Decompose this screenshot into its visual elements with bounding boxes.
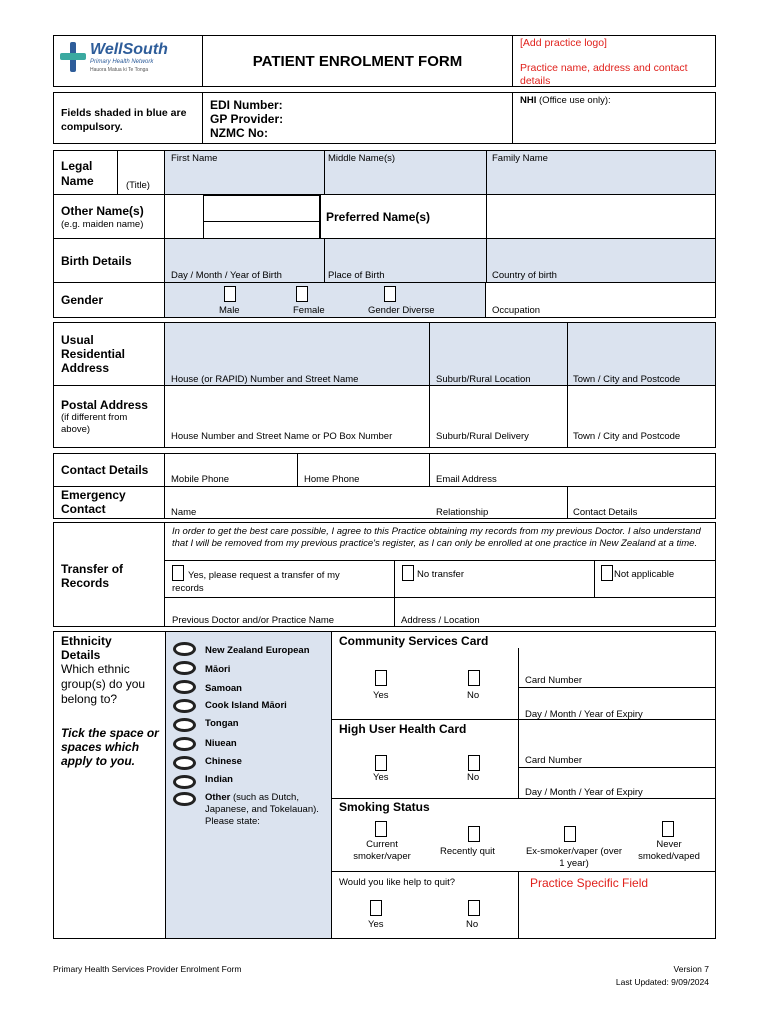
transfer-no-checkbox[interactable]: [402, 565, 414, 581]
mobile-phone-label: Mobile Phone: [171, 474, 230, 485]
header-title-box: [202, 35, 513, 87]
smoking-ex-label: Ex-smoker/vaper (over 1 year): [525, 846, 623, 869]
other-name-field-1[interactable]: [203, 195, 320, 222]
birth-details-label: Birth Details: [61, 254, 132, 268]
ethnicity-option-label: Niuean: [205, 738, 237, 749]
postal-town-label: Town / City and Postcode: [573, 431, 681, 442]
usual-address-label: Usual Residential Address: [61, 333, 126, 375]
huhc-section: [331, 719, 716, 799]
gender-diverse-checkbox[interactable]: [384, 286, 396, 302]
other-names-sub: (e.g. maiden name): [61, 219, 144, 230]
ethnicity-option-label: New Zealand European: [205, 645, 310, 656]
gp-provider-label: GP Provider:: [210, 112, 284, 126]
csc-title: Community Services Card: [339, 634, 489, 648]
smoking-section: [331, 798, 716, 939]
ethnicity-niuean-option[interactable]: [173, 737, 196, 751]
postal-address-label: Postal Address: [61, 398, 148, 412]
practice-specific-field: Practice Specific Field: [530, 876, 649, 890]
ethnicity-nz-european-option[interactable]: [173, 642, 196, 656]
footer-version: Version 7: [673, 964, 709, 974]
ethnicity-other-option[interactable]: [173, 792, 196, 806]
previous-address-label: Address / Location: [401, 615, 480, 626]
home-phone-label: Home Phone: [304, 474, 360, 485]
csc-yes-checkbox[interactable]: [375, 670, 387, 686]
compulsory-note: Fields shaded in blue are compulsory.: [61, 107, 187, 133]
gender-options: [164, 283, 486, 317]
ethnicity-section: [53, 631, 332, 939]
contact-row: [53, 453, 716, 487]
female-label: Female: [293, 305, 325, 316]
ethnicity-option-label: Chinese: [205, 756, 242, 767]
transfer-yes-label: Yes, please request a transfer of my records: [172, 570, 340, 594]
huhc-no-checkbox[interactable]: [468, 755, 480, 771]
huhc-title: High User Health Card: [339, 722, 467, 736]
first-name-label: First Name: [171, 153, 218, 164]
huhc-no-label: No: [467, 772, 480, 783]
contact-details-label: Contact Details: [61, 463, 149, 477]
emergency-name-label: Name: [171, 507, 197, 518]
family-name-label: Family Name: [492, 153, 548, 164]
ethnicity-other-label: Other (such as Dutch, Japanese, and Tokelauan). Please state:: [205, 792, 319, 827]
transfer-label: Transfer of Records: [61, 562, 124, 590]
ethnicity-instruction: Tick the space or spaces which apply to you.: [61, 726, 159, 768]
smoking-recent-label: Recently quit: [440, 846, 495, 857]
postal-address-row: [53, 385, 716, 448]
usual-address-row: [53, 322, 716, 386]
ethnicity-samoan-option[interactable]: [173, 680, 196, 694]
logo-sub: Primary Health Network: [90, 59, 154, 65]
smoking-current-checkbox[interactable]: [375, 821, 387, 837]
csc-yes-label: Yes: [373, 690, 389, 701]
ethnicity-option-label: Māori: [205, 664, 231, 675]
middle-name-label: Middle Name(s): [328, 153, 396, 164]
transfer-no-label: No transfer: [417, 569, 464, 580]
emergency-contact-details-label: Contact Details: [573, 507, 638, 518]
postal-house-label: House Number and Street Name or PO Box Number: [171, 431, 393, 442]
place-of-birth-label: Place of Birth: [328, 270, 385, 281]
practice-logo-placeholder: [Add practice logo]: [520, 37, 607, 49]
footer-form-name: Primary Health Services Provider Enrolment Form: [53, 964, 242, 974]
csc-card-number-label: Card Number: [525, 675, 583, 686]
gender-female-checkbox[interactable]: [296, 286, 308, 302]
csc-no-label: No: [467, 690, 480, 701]
csc-no-checkbox[interactable]: [468, 670, 480, 686]
ethnicity-cook-island-option[interactable]: [173, 699, 196, 713]
huhc-expiry-label: Day / Month / Year of Expiry: [525, 787, 643, 798]
transfer-consent-text: In order to get the best care possible, I agree to this Practice obtaining my records from my previous Doctor. I also understand that I will be removed from my previous practice's register, as I can only be enrolled at one practice in New Zealand at a time.: [172, 526, 701, 549]
legal-name-label: Legal Name: [61, 159, 94, 188]
postal-address-sub: (if different from above): [61, 412, 128, 435]
edi-number-label: EDI Number:: [210, 98, 283, 112]
wellsouth-logo-icon: [60, 42, 86, 72]
huhc-yes-checkbox[interactable]: [375, 755, 387, 771]
smoking-recent-checkbox[interactable]: [468, 826, 480, 842]
other-names-label: Other Name(s): [61, 204, 144, 218]
huhc-card-number-label: Card Number: [525, 755, 583, 766]
csc-expiry-label: Day / Month / Year of Expiry: [525, 709, 643, 720]
gender-diverse-label: Gender Diverse: [368, 305, 435, 316]
nhi-box: [512, 92, 716, 144]
huhc-yes-label: Yes: [373, 772, 389, 783]
ethnicity-option-label: Tongan: [205, 718, 239, 729]
transfer-row: [53, 522, 716, 627]
first-name-field[interactable]: [164, 151, 715, 194]
quit-help-no-label: No: [466, 919, 479, 930]
smoking-current-label: Current smoker/vaper: [353, 839, 411, 862]
ethnicity-option-label: Samoan: [205, 683, 242, 694]
legal-name-row: [53, 150, 716, 195]
preferred-name-field[interactable]: [487, 195, 715, 238]
ethnicity-indian-option[interactable]: [173, 775, 196, 789]
usual-house-label: House (or RAPID) Number and Street Name: [171, 374, 359, 385]
ethnicity-question: Which ethnic group(s) do you belong to?: [61, 662, 146, 706]
quit-help-yes-checkbox[interactable]: [370, 900, 382, 916]
transfer-na-label: Not applicable: [614, 569, 675, 580]
usual-town-label: Town / City and Postcode: [573, 374, 681, 385]
smoking-never-checkbox[interactable]: [662, 821, 674, 837]
practice-details-placeholder: Practice name, address and contact details: [520, 62, 688, 87]
birth-row: [53, 238, 716, 283]
nzmc-label: NZMC No:: [210, 126, 268, 140]
email-label: Email Address: [436, 474, 497, 485]
other-names-row: [53, 194, 716, 239]
logo-tagline: Hauora Matua ki Te Tonga: [90, 67, 149, 73]
quit-help-question: Would you like help to quit?: [339, 877, 456, 888]
smoking-title: Smoking Status: [339, 800, 430, 814]
quit-help-no-checkbox[interactable]: [468, 900, 480, 916]
ethnicity-title: Ethnicity Details: [61, 634, 112, 662]
ethnicity-maori-option[interactable]: [173, 661, 196, 675]
postal-suburb-label: Suburb/Rural Delivery: [436, 431, 529, 442]
footer-last-updated: Last Updated: 9/09/2024: [615, 977, 709, 987]
emergency-row: [53, 486, 716, 519]
compulsory-note-box: [53, 92, 203, 144]
header-logo-box: [53, 35, 203, 87]
smoking-ex-checkbox[interactable]: [564, 826, 576, 842]
page-title: PATIENT ENROLMENT FORM: [252, 53, 463, 70]
practice-box: [512, 35, 716, 87]
emergency-relationship-label: Relationship: [436, 507, 489, 518]
usual-suburb-label: Suburb/Rural Location: [436, 374, 531, 385]
gender-row: [53, 282, 716, 318]
preferred-name-label: Preferred Name(s): [326, 210, 431, 224]
previous-doctor-label: Previous Doctor and/or Practice Name: [172, 615, 335, 626]
ethnicity-option-label: Indian: [205, 774, 233, 785]
transfer-na-checkbox[interactable]: [601, 565, 613, 581]
csc-section: [331, 631, 716, 720]
ethnicity-option-label: Cook Island Māori: [205, 700, 287, 711]
nhi-label: NHI (Office use only):: [520, 95, 611, 106]
country-of-birth-label: Country of birth: [492, 270, 557, 281]
emergency-contact-label: Emergency Contact: [61, 488, 126, 516]
gender-label: Gender: [61, 293, 104, 307]
logo-name: WellSouth: [90, 41, 168, 58]
provider-box: [202, 92, 513, 144]
ethnicity-tongan-option[interactable]: [173, 718, 196, 732]
dob-label: Day / Month / Year of Birth: [171, 270, 282, 281]
gender-male-checkbox[interactable]: [224, 286, 236, 302]
ethnicity-chinese-option[interactable]: [173, 756, 196, 770]
smoking-never-label: Never smoked/vaped: [638, 839, 700, 862]
occupation-label: Occupation: [492, 305, 541, 316]
title-label: (Title): [126, 180, 150, 191]
male-label: Male: [219, 305, 240, 316]
quit-help-yes-label: Yes: [368, 919, 384, 930]
